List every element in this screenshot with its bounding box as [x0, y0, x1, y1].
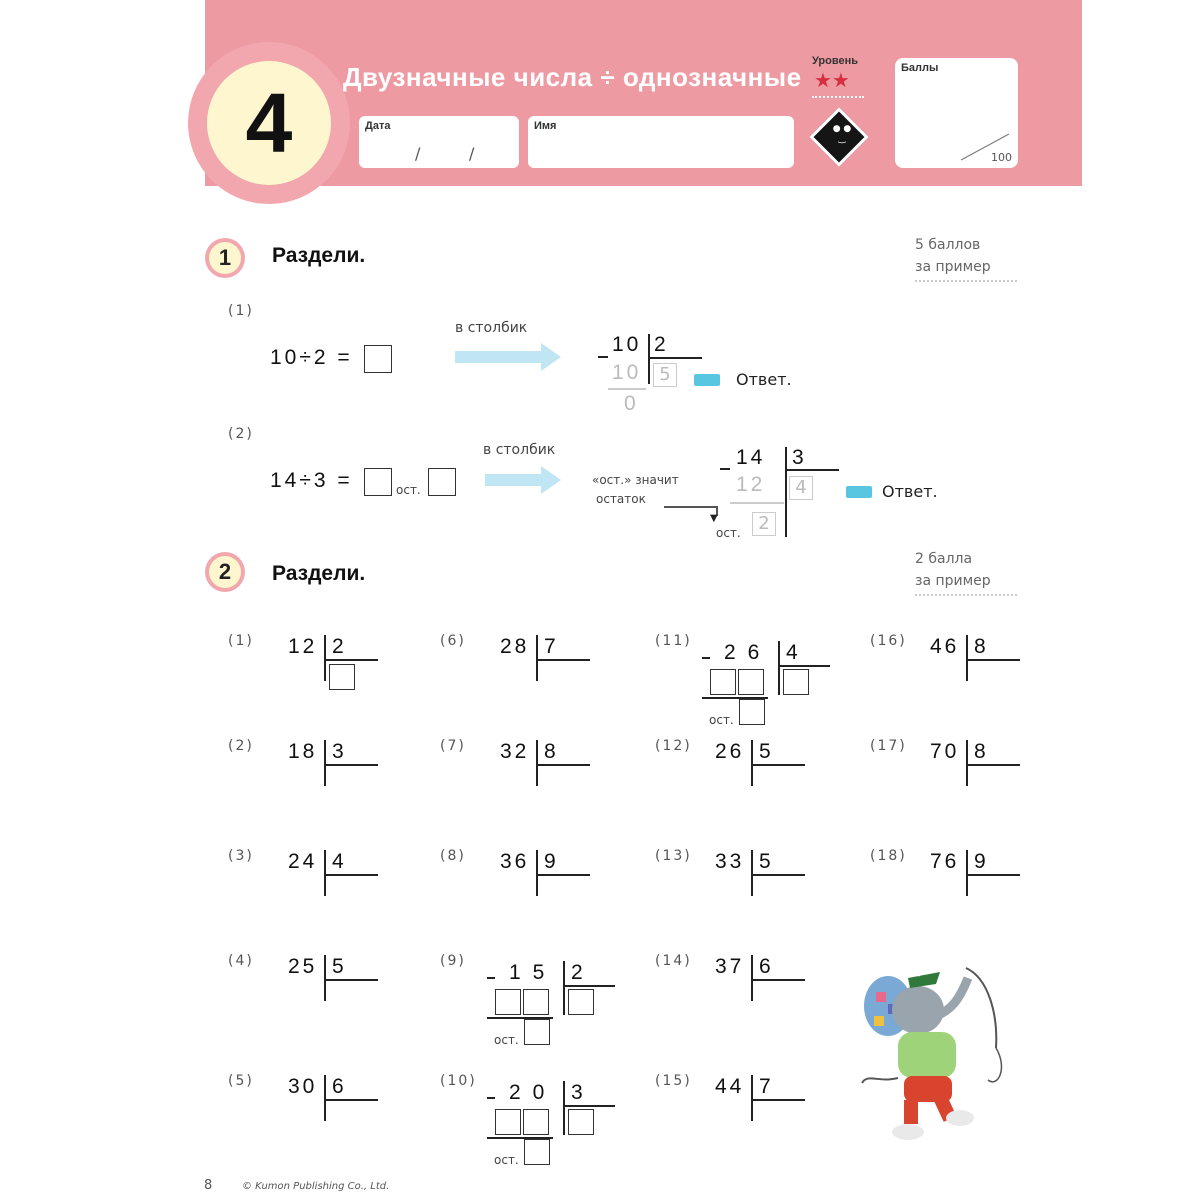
- division-bar: [563, 1105, 615, 1107]
- section-1-badge: [205, 238, 245, 278]
- date-label: Дата: [365, 120, 391, 132]
- problem-dividend: 46: [930, 635, 960, 658]
- section-2-points: [915, 548, 1017, 596]
- score-max: 100: [991, 151, 1012, 164]
- arrow-label: в столбик: [455, 320, 528, 336]
- quotient-box: 4: [789, 476, 813, 500]
- remainder-abbr: ост.: [396, 483, 421, 497]
- long-div-remainder: 0: [624, 392, 639, 415]
- diamond-face-icon: ● ● ‿: [832, 124, 852, 144]
- long-div-dividend: 14: [736, 446, 766, 469]
- problem-divisor: 9: [544, 850, 559, 873]
- name-field[interactable]: [528, 116, 794, 168]
- problem-divisor: 4: [332, 850, 347, 873]
- problem-label: (12): [655, 738, 692, 754]
- division-bar: [324, 955, 326, 1001]
- arrow-right-icon: [541, 343, 561, 371]
- score-box[interactable]: [895, 58, 1018, 168]
- level-divider: [812, 96, 864, 98]
- problem-label: (18): [870, 848, 907, 864]
- problem-dividend: 20: [509, 1081, 557, 1104]
- remainder-box[interactable]: [428, 468, 456, 496]
- division-bar: [324, 874, 378, 876]
- section-1-points: [915, 234, 1017, 282]
- problem-divisor: 6: [332, 1075, 347, 1098]
- division-bar: [751, 979, 805, 981]
- division-bar: [536, 740, 538, 786]
- quotient-box[interactable]: [329, 664, 355, 690]
- problem-dividend: 12: [288, 635, 318, 658]
- problem-divisor: 7: [759, 1075, 774, 1098]
- problem-dividend: 37: [715, 955, 745, 978]
- copyright: © Kumon Publishing Co., Ltd.: [242, 1181, 390, 1192]
- problem-divisor: 7: [544, 635, 559, 658]
- elephant-illustration: [848, 958, 1023, 1143]
- problem-label: (17): [870, 738, 907, 754]
- division-bar: [324, 1099, 378, 1101]
- division-bar: [966, 635, 968, 681]
- section-1-number: 1: [209, 242, 241, 274]
- problem-dividend: 70: [930, 740, 960, 763]
- problem-label: (13): [655, 848, 692, 864]
- minus-sign: [598, 356, 608, 358]
- section-2-number: 2: [209, 556, 241, 588]
- minus-sign: [702, 657, 710, 659]
- level-label: Уровень: [812, 55, 859, 67]
- problem-divisor: 5: [759, 850, 774, 873]
- division-bar: [563, 1081, 565, 1135]
- work-box[interactable]: [495, 1109, 521, 1135]
- division-bar: [966, 874, 1020, 876]
- arrow-right-icon: [541, 466, 561, 494]
- problem-label: (16): [870, 633, 907, 649]
- division-bar: [324, 635, 326, 681]
- problem-label: (6): [440, 633, 466, 649]
- long-div-divisor: 2: [654, 333, 669, 356]
- remainder-abbr: ост.: [709, 713, 734, 727]
- problem-dividend: 33: [715, 850, 745, 873]
- division-bar: [966, 740, 968, 786]
- problem-label: (4): [228, 953, 254, 969]
- points-line: 5 баллов: [915, 237, 981, 253]
- problem-divisor: 8: [974, 635, 989, 658]
- work-box[interactable]: [523, 1109, 549, 1135]
- problem-dividend: 15: [509, 961, 557, 984]
- problem-divisor: 9: [974, 850, 989, 873]
- division-bar: [778, 665, 830, 667]
- worksheet-title: Двузначные числа ÷ однозначные: [343, 62, 802, 92]
- pointer-line: [664, 506, 718, 508]
- problem-label: (15): [655, 1073, 692, 1089]
- problem-dividend: 25: [288, 955, 318, 978]
- problem-divisor: 5: [332, 955, 347, 978]
- subtract-line: [608, 388, 646, 390]
- remainder-abbr: ост.: [716, 526, 741, 540]
- problem-dividend: 44: [715, 1075, 745, 1098]
- remainder-note: остаток: [596, 492, 646, 506]
- division-bar: [648, 334, 650, 384]
- division-bar: [751, 740, 753, 786]
- pencil-icon: [694, 374, 720, 386]
- quotient-box: 5: [653, 363, 677, 387]
- page-number: 8: [204, 1178, 213, 1193]
- division-bar: [563, 985, 615, 987]
- division-bar: [785, 447, 787, 537]
- division-bar: [966, 659, 1020, 661]
- problem-divisor: 8: [974, 740, 989, 763]
- problem-label: (9): [440, 953, 466, 969]
- work-box[interactable]: [495, 989, 521, 1015]
- division-bar: [536, 764, 590, 766]
- problem-dividend: 36: [500, 850, 530, 873]
- problem-label: (8): [440, 848, 466, 864]
- division-bar: [324, 850, 326, 896]
- long-div-subtract: 12: [736, 473, 766, 496]
- problem-divisor: 3: [332, 740, 347, 763]
- division-bar: [778, 641, 780, 695]
- remainder-box[interactable]: [739, 699, 765, 725]
- long-div-divisor: 3: [792, 446, 807, 469]
- worksheet-number: 4: [207, 61, 331, 185]
- division-bar: [536, 635, 538, 681]
- minus-sign: [487, 1097, 495, 1099]
- problem-divisor: 6: [759, 955, 774, 978]
- arrow-shaft: [455, 351, 543, 363]
- example-equation: 10÷2 =: [270, 346, 353, 369]
- division-bar: [324, 659, 378, 661]
- division-bar: [966, 850, 968, 896]
- quotient-box[interactable]: [783, 669, 809, 695]
- division-bar: [563, 961, 565, 1015]
- problem-label: (14): [655, 953, 692, 969]
- minus-sign: [720, 468, 730, 470]
- points-line: за пример: [915, 259, 991, 275]
- example-label: (1): [228, 303, 254, 319]
- example-label: (2): [228, 426, 254, 442]
- problem-divisor: 5: [759, 740, 774, 763]
- problem-label: (1): [228, 633, 254, 649]
- remainder-abbr: ост.: [494, 1033, 519, 1047]
- long-div-dividend: 10: [612, 333, 642, 356]
- remainder-box[interactable]: [524, 1139, 550, 1165]
- division-bar: [324, 764, 378, 766]
- division-bar: [751, 955, 753, 1001]
- minus-sign: [487, 977, 495, 979]
- division-bar: [751, 764, 805, 766]
- answer-box[interactable]: [364, 345, 392, 373]
- quotient-box[interactable]: [568, 989, 594, 1015]
- division-bar: [751, 1099, 805, 1101]
- problem-divisor: 8: [544, 740, 559, 763]
- remainder-abbr: ост.: [494, 1153, 519, 1167]
- problem-dividend: 32: [500, 740, 530, 763]
- arrow-shaft: [485, 474, 543, 486]
- problem-dividend: 76: [930, 850, 960, 873]
- subtract-line: [730, 502, 784, 504]
- problem-divisor: 3: [571, 1081, 586, 1104]
- problem-divisor: 2: [332, 635, 347, 658]
- answer-label: Ответ.: [736, 370, 792, 389]
- division-bar: [324, 1075, 326, 1121]
- answer-label: Ответ.: [882, 482, 938, 501]
- points-line: 2 балла: [915, 551, 973, 567]
- date-field[interactable]: [359, 116, 519, 168]
- remainder-value-box: 2: [752, 512, 776, 536]
- problem-label: (2): [228, 738, 254, 754]
- points-line: за пример: [915, 573, 991, 589]
- work-box[interactable]: [738, 669, 764, 695]
- work-box[interactable]: [523, 989, 549, 1015]
- worksheet-number-badge: [188, 42, 350, 204]
- division-bar: [536, 850, 538, 896]
- problem-divisor: 4: [786, 641, 801, 664]
- score-label: Баллы: [901, 62, 939, 74]
- section-2-badge: [205, 552, 245, 592]
- long-div-subtract: 10: [612, 361, 642, 384]
- level-stars-icon: ★★: [814, 68, 850, 92]
- division-bar: [324, 979, 378, 981]
- section-1-title: Раздели.: [272, 244, 366, 267]
- remainder-note: «ост.» значит: [592, 473, 679, 487]
- problem-label: (10): [440, 1073, 477, 1089]
- problem-label: (11): [655, 633, 692, 649]
- problem-dividend: 30: [288, 1075, 318, 1098]
- quotient-box[interactable]: [568, 1109, 594, 1135]
- pointer-arrow-icon: ▼: [710, 513, 718, 524]
- problem-divisor: 2: [571, 961, 586, 984]
- problem-dividend: 24: [288, 850, 318, 873]
- division-bar: [536, 659, 590, 661]
- problem-label: (5): [228, 1073, 254, 1089]
- problem-dividend: 18: [288, 740, 318, 763]
- division-bar: [751, 874, 805, 876]
- work-box[interactable]: [710, 669, 736, 695]
- division-bar: [536, 874, 590, 876]
- pencil-icon: [846, 486, 872, 498]
- problem-label: (7): [440, 738, 466, 754]
- date-separator: /: [469, 144, 475, 163]
- date-separator: /: [415, 144, 421, 163]
- example-equation: 14÷3 =: [270, 469, 353, 492]
- problem-dividend: 28: [500, 635, 530, 658]
- problem-label: (3): [228, 848, 254, 864]
- division-bar: [648, 357, 702, 359]
- name-label: Имя: [534, 120, 557, 132]
- problem-dividend: 26: [715, 740, 745, 763]
- answer-box[interactable]: [364, 468, 392, 496]
- problem-dividend: 26: [724, 641, 772, 664]
- remainder-box[interactable]: [524, 1019, 550, 1045]
- division-bar: [324, 740, 326, 786]
- division-bar: [966, 764, 1020, 766]
- division-bar: [751, 1075, 753, 1121]
- section-2-title: Раздели.: [272, 562, 366, 585]
- division-bar: [751, 850, 753, 896]
- arrow-label: в столбик: [483, 442, 556, 458]
